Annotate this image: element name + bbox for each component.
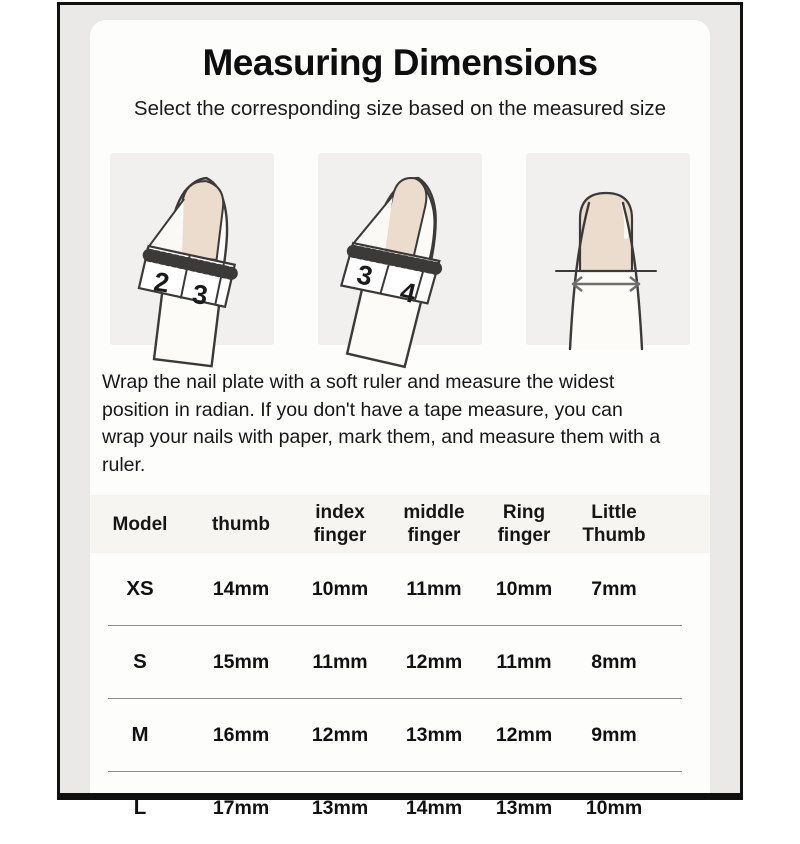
finger-tape-icon [110,153,274,345]
size-label: XS [126,577,154,600]
size-table-header-row [90,495,710,553]
table-row-m [90,699,710,771]
measurement-value: 7mm [591,577,637,600]
measurement-value: 13mm [311,796,369,819]
measurement-value: 14mm [405,796,463,819]
size-guide-card [90,20,710,819]
nail-width-icon [526,153,690,345]
measurement-value: 13mm [405,723,463,746]
measurement-value: 12mm [495,723,553,746]
tape-number: 2 [151,266,172,299]
measurement-value: 13mm [495,796,553,819]
instructions-line-2: position in radian. If you don't have a tape measure, you can [102,398,623,421]
measurement-value: 17mm [212,796,270,819]
measurement-value: 8mm [591,650,637,673]
instructions-line-1: Wrap the nail plate with a soft ruler and measure the widest [102,371,615,393]
page-title: Measuring Dimensions [202,42,598,83]
instructions-line-3: wrap your nails with paper, mark them, and measure them with a ruler. [102,426,661,476]
tape-number: 3 [353,259,376,292]
measurement-value: 9mm [591,723,637,746]
page-subtitle: Select the corresponding size based on the measured size [133,97,667,120]
table-row-s [90,626,710,698]
size-label: M [131,723,149,746]
finger-front-illustration [526,153,690,345]
measurement-value: 10mm [585,796,643,819]
table-row-xs [90,553,710,625]
finger-tape-illustration-right [318,153,482,345]
measurement-value: 10mm [311,577,369,600]
table-row-l [90,772,710,844]
measurement-value: 16mm [212,723,270,746]
column-header-ring-finger: Ring finger [497,502,551,546]
measurement-value: 10mm [495,577,553,600]
column-header-middle-finger: middle finger [403,502,465,546]
column-header-index-finger: index finger [313,502,367,546]
measurement-value: 14mm [212,577,270,600]
measurement-value: 11mm [496,650,552,673]
finger-tape-illustration-left [110,153,274,345]
finger-tape-icon [318,153,482,345]
measuring-illustrations [110,153,690,345]
tape-number: 3 [190,278,210,311]
measurement-value: 12mm [405,650,463,673]
tape-number: 4 [397,276,419,309]
outer-frame [57,2,743,819]
size-table-body [90,553,710,844]
instructions-text [102,369,702,479]
measurement-value: 11mm [406,577,462,600]
column-header-thumb: thumb [211,513,271,535]
size-label: L [133,796,147,819]
column-header-model: Model [112,513,168,535]
size-label: S [133,650,147,673]
measurement-value: 11mm [312,650,368,673]
column-header-little-thumb: Little Thumb [582,502,646,546]
measurement-value: 15mm [212,650,270,673]
measurement-value: 12mm [311,723,369,746]
